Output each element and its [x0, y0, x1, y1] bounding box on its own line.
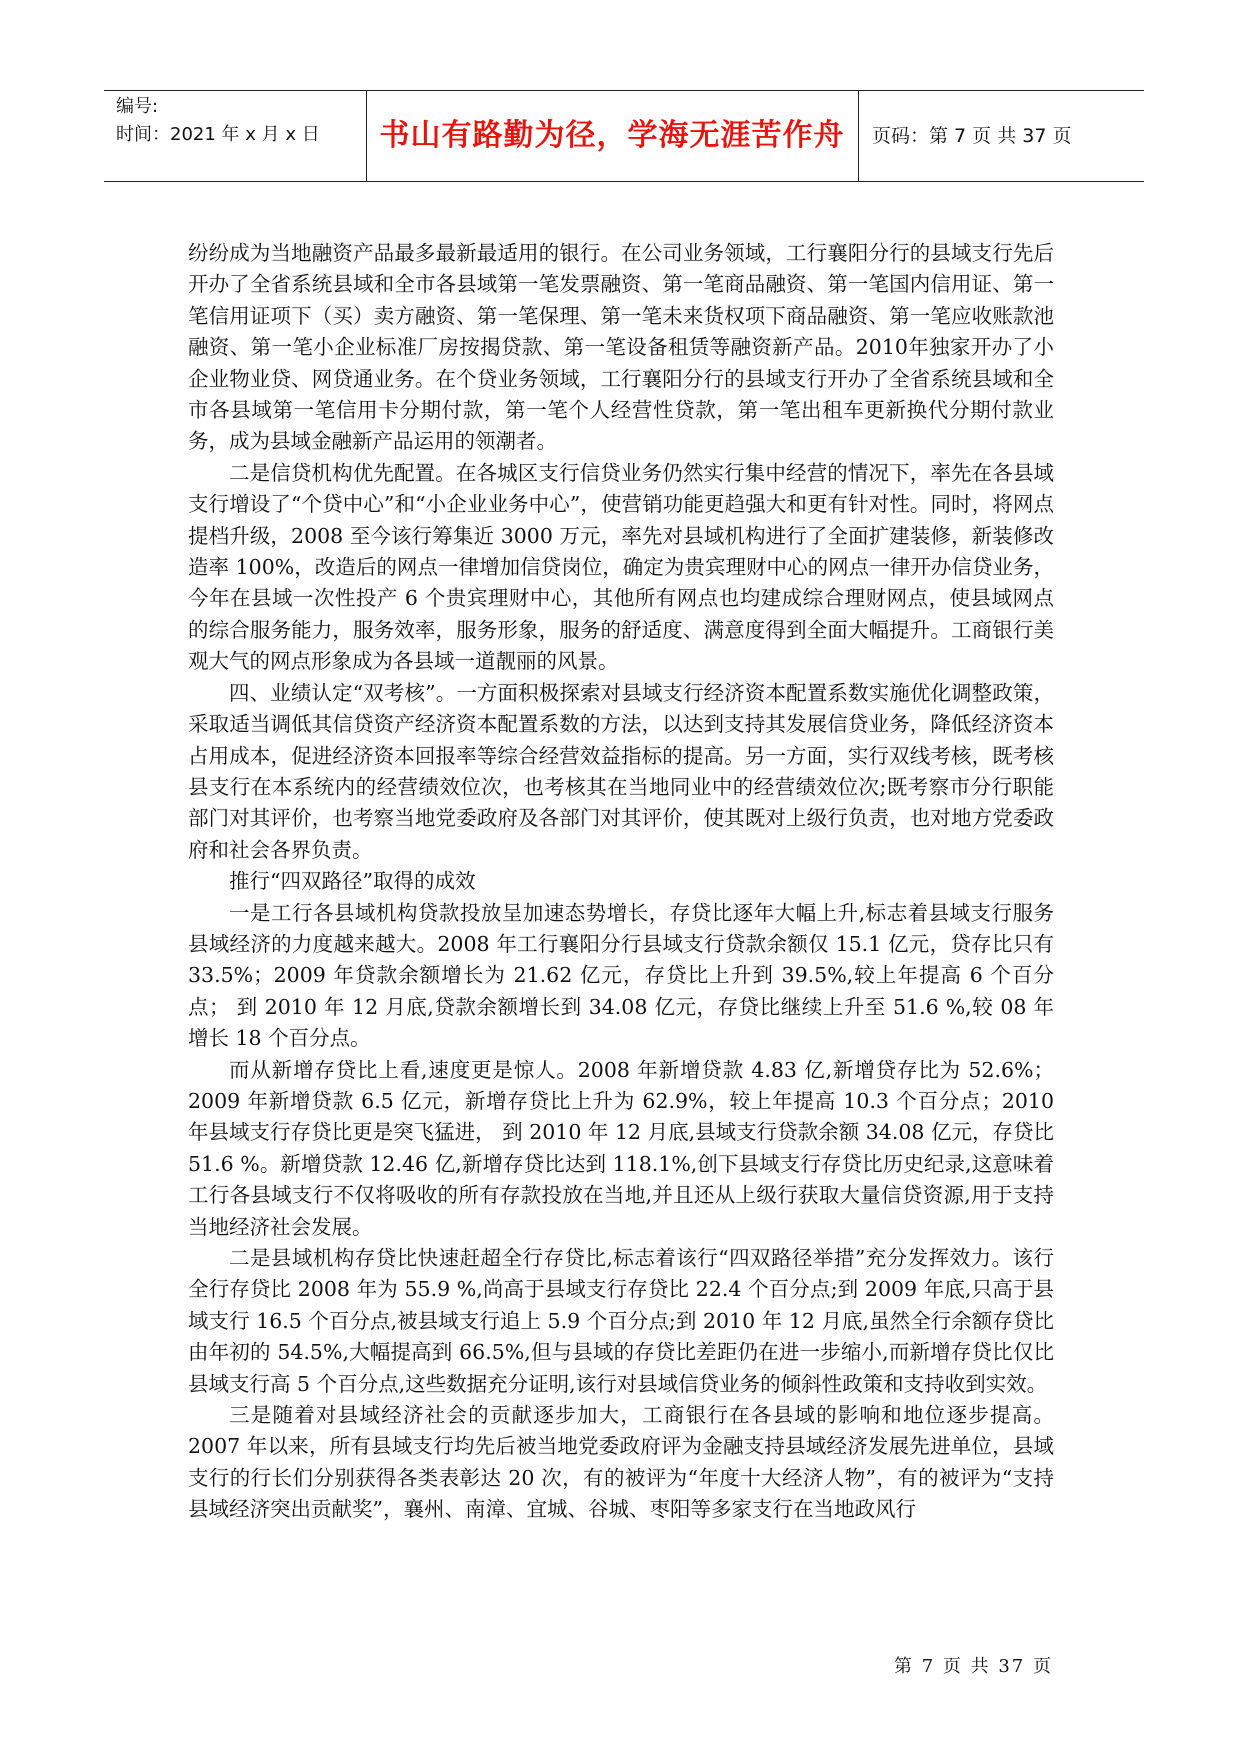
- paragraph: 四、业绩认定“双考核”。一方面积极探索对县域支行经济资本配置系数实施优化调整政策，采取适当调低其信贷资产经济资本配置系数的方法，以达到支持其发展信贷业务，降低经济资本占用成本，促进经济资本回报率等综合经营效益指标的提高。另一方面，实行双线考核，既考核县支行在本系统内的经营绩效位次，也考核其在当地同业中的经营绩效位次;既考察市分行职能部门对其评价，也考察当地党委政府及各部门对其评价，使其既对上级行负责，也对地方党委政府和社会各界负责。: [188, 680, 1054, 862]
- paragraph: 三是随着对县域经济社会的贡献逐步加大，工商银行在各县域的影响和地位逐步提高。2007 年以来，所有县域支行均先后被当地党委政府评为金融支持县域经济发展先进单位，县域支行的行长们分别获得各类表彰达 20 次，有的被评为“年度十大经济人物”，有的被评为“支持县域经济突出贡献奖”，襄州、南漳、宜城、谷城、枣阳等多家支行在当地政风行: [188, 1403, 1054, 1522]
- header-divider: [366, 91, 367, 181]
- paragraph: 二是信贷机构优先配置。在各城区支行信贷业务仍然实行集中经营的情况下，率先在各县域支行增设了“个贷中心”和“小企业业务中心”，使营销功能更趋强大和更有针对性。同时，将网点提档升级，2008 至今该行筹集近 3000 万元，率先对县域机构进行了全面扩建装修，新装修改造率 100%，改造后的网点一律增加信贷岗位，确定为贵宾理财中心的网点一律开办信贷业务，今年在县域一次性投产 6 个贵宾理财中心，其他所有网点也均建成综合理财网点，使县域网点的综合服务能力，服务效率，服务形象，服务的舒适度、满意度得到全面大幅提升。工商银行美观大气的网点形象成为各县域一道靓丽的风景。: [188, 460, 1054, 674]
- header-meta: [116, 93, 366, 149]
- paragraph: 二是县域机构存贷比快速赶超全行存贷比,标志着该行“四双路径举措”充分发挥效力。该行全行存贷比 2008 年为 55.9 %,尚高于县域支行存贷比 22.4 个百分点;到 2009 年底,只高于县域支行 16.5 个百分点,被县域支行追上 5.9 个百分点;到 2010 年 12 月底,虽然全行余额存贷比由年初的 54.5%,大幅提高到 66.5%,但与县域的存贷比差距仍在进一步缩小,而新增存贷比仅比县域支行高 5 个百分点,这些数据充分证明,该行对县域信贷业务的倾斜性政策和支持收到实效。: [188, 1246, 1054, 1396]
- page-header: [104, 90, 1144, 182]
- document-time: 时间：2021 年 x 月 x 日: [116, 124, 320, 145]
- section-heading: 推行“四双路径”取得的成效: [229, 869, 476, 894]
- paragraph: 而从新增存贷比上看,速度更是惊人。2008 年新增贷款 4.83 亿,新增贷存比为 52.6%；2009 年新增贷款 6.5 亿元，新增存贷比上升为 62.9%，较上年提高 10.3 个百分点；2010 年县域支行存贷比更是突飞猛进， 到 2010 年 12 月底,县域支行贷款余额 34.08 亿元，存贷比 51.6 %。新增贷款 12.46 亿,新增存贷比达到 118.1%,创下县域支行存贷比历史纪录,这意味着工行各县域支行不仅将吸收的所有存款投放在当地,并且还从上级行获取大量信贷资源,用于支持当地经济社会发展。: [188, 1057, 1054, 1239]
- header-page-info: 页码：第 7 页 共 37 页: [872, 125, 1072, 147]
- paragraph: 一是工行各县域机构贷款投放呈加速态势增长，存贷比逐年大幅上升,标志着县域支行服务县域经济的力度越来越大。2008 年工行襄阳分行县域支行贷款余额仅 15.1 亿元，贷存比只有 33.5%；2009 年贷款余额增长为 21.62 亿元，存贷比上升到 39.5%,较上年提高 6 个百分点； 到 2010 年 12 月底,贷款余额增长到 34.08 亿元，存贷比继续上升至 51.6 %,较 08 年增长 18 个百分点。: [188, 900, 1054, 1051]
- paragraph: 纷纷成为当地融资产品最多最新最适用的银行。在公司业务领域，工行襄阳分行的县域支行先后开办了全省系统县域和全市各县域第一笔发票融资、第一笔商品融资、第一笔国内信用证、第一笔信用证项下（买）卖方融资、第一笔保理、第一笔未来货权项下商品融资、第一笔应收账款池融资、第一笔小企业标准厂房按揭贷款、第一笔设备租赁等融资新产品。2010年独家开办了小企业物业贷、网贷通业务。在个贷业务领域，工行襄阳分行的县域支行开办了全省系统县域和全市各县域第一笔信用卡分期付款，第一笔个人经营性贷款，第一笔出租车更新换代分期付款业务，成为县域金融新产品运用的领潮者。: [188, 241, 1054, 454]
- header-divider: [858, 91, 859, 181]
- document-body: [188, 238, 1054, 1526]
- header-motto: 书山有路勤为径，学海无涯苦作舟: [379, 118, 845, 153]
- page-footer: 第 7 页 共 37 页: [894, 1656, 1053, 1677]
- document-number-label: 编号:: [116, 96, 159, 117]
